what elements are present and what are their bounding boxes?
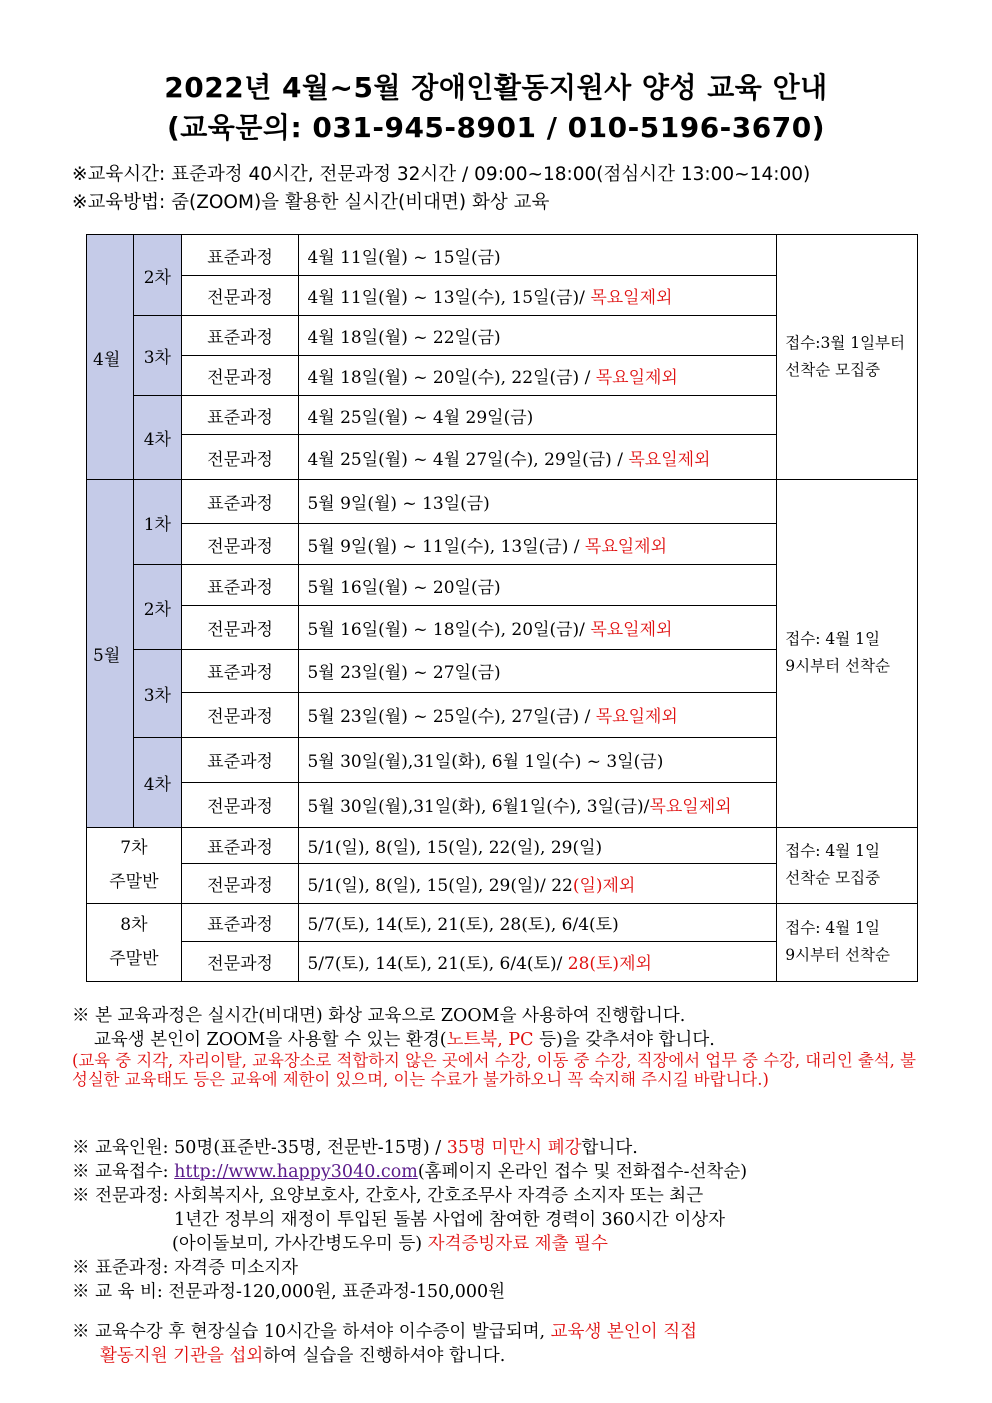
date-cell: 5월 16일(월) ~ 20일(금) bbox=[299, 565, 777, 606]
note-fee: ※ 교 육 비: 전문과정-120,000원, 표준과정-150,000원 bbox=[72, 1282, 506, 1302]
note-line: 9시부터 선착순 bbox=[785, 657, 890, 676]
date-cell: 5/1(일), 8(일), 15(일), 29(일)/ 22(일)제외 bbox=[299, 863, 777, 903]
homepage-link[interactable]: http://www.happy3040.com bbox=[174, 1162, 418, 1182]
course-label: 전문과정 bbox=[181, 692, 299, 737]
course-label: 전문과정 bbox=[181, 356, 299, 396]
date-cell: 5/7(토), 14(토), 21(토), 28(토), 6/4(토) bbox=[299, 903, 777, 941]
note-line: 선착순 모집중 bbox=[785, 361, 881, 380]
note-practicum: ※ 교육수강 후 현장실습 10시간을 하셔야 이수증이 발급되며, 교육생 본인이 직접 bbox=[72, 1322, 698, 1342]
round-cell: 3차 bbox=[133, 650, 181, 737]
table-row bbox=[87, 827, 918, 863]
note-environment: 교육생 본인이 ZOOM을 사용할 수 있는 환경(노트북, PC 등)을 갖추셔야 합니다. bbox=[94, 1030, 715, 1050]
table-row bbox=[87, 235, 918, 276]
course-label: 전문과정 bbox=[181, 435, 299, 480]
round-cell: 4차 bbox=[133, 396, 181, 480]
course-label: 표준과정 bbox=[181, 903, 299, 941]
note-line: 접수: 4월 1일 bbox=[785, 919, 880, 938]
note-line: 접수:3월 1일부터 bbox=[785, 334, 906, 353]
date-cell: 5월 9일(월) ~ 13일(금) bbox=[299, 480, 777, 524]
round-label: 7차 bbox=[120, 838, 148, 859]
table-row bbox=[87, 480, 918, 524]
note-registration: ※ 교육접수: http://www.happy3040.com(홈페이지 온라인 접수 및 전화접수-선착순) bbox=[72, 1162, 748, 1182]
course-label: 전문과정 bbox=[181, 782, 299, 827]
date-cell: 5월 23일(월) ~ 27일(금) bbox=[299, 650, 777, 692]
round-cell: 2차 bbox=[133, 565, 181, 650]
note-pro-course: ※ 전문과정: 사회복지사, 요양보호사, 간호사, 간호조무사 자격증 소지자 또는 최근 bbox=[72, 1186, 704, 1206]
registration-note bbox=[777, 827, 918, 903]
course-label: 전문과정 bbox=[181, 276, 299, 316]
weekend-round-cell bbox=[87, 827, 182, 903]
note-pro-course-cont: 1년간 정부의 재정이 투입된 돌봄 사업에 참여한 경력이 360시간 이상자 bbox=[174, 1210, 726, 1230]
registration-note bbox=[777, 480, 918, 827]
info-method: ※교육방법: 줌(ZOOM)을 활용한 실시간(비대면) 화상 교육 bbox=[72, 192, 550, 213]
date-cell: 5/7(토), 14(토), 21(토), 6/4(토)/ 28(토)제외 bbox=[299, 941, 777, 981]
note-line: 선착순 모집중 bbox=[785, 869, 881, 888]
course-label: 표준과정 bbox=[181, 316, 299, 356]
note-line: 접수: 4월 1일 bbox=[785, 842, 880, 861]
registration-note bbox=[777, 235, 918, 480]
date-cell: 5월 30일(월),31일(화), 6월1일(수), 3일(금)/목요일제외 bbox=[299, 782, 777, 827]
table-row bbox=[87, 903, 918, 941]
date-cell: 4월 18일(월) ~ 20일(수), 22일(금) / 목요일제외 bbox=[299, 356, 777, 396]
weekend-round-cell bbox=[87, 903, 182, 981]
schedule-table bbox=[86, 234, 918, 982]
info-time: ※교육시간: 표준과정 40시간, 전문과정 32시간 / 09:00~18:00(점심시간 13:00~14:00) bbox=[72, 164, 811, 185]
page-title: 2022년 4월~5월 장애인활동지원사 양성 교육 안내 bbox=[164, 71, 828, 104]
course-label: 전문과정 bbox=[181, 524, 299, 565]
note-pro-course-docs: (아이돌보미, 가사간병도우미 등) 자격증빙자료 제출 필수 bbox=[172, 1234, 608, 1254]
month-cell: 4월 bbox=[87, 235, 134, 480]
course-label: 표준과정 bbox=[181, 827, 299, 863]
date-cell: 5월 23일(월) ~ 25일(수), 27일(금) / 목요일제외 bbox=[299, 692, 777, 737]
month-cell: 5월 bbox=[87, 480, 134, 827]
course-label: 표준과정 bbox=[181, 565, 299, 606]
note-zoom: ※ 본 교육과정은 실시간(비대면) 화상 교육으로 ZOOM을 사용하여 진행합니다. bbox=[72, 1006, 686, 1026]
course-label: 표준과정 bbox=[181, 650, 299, 692]
note-line: 9시부터 선착순 bbox=[785, 946, 890, 965]
course-label: 표준과정 bbox=[181, 396, 299, 435]
note-practicum-cont: 활동지원 기관을 섭외하여 실습을 진행하셔야 합니다. bbox=[100, 1346, 506, 1366]
round-cell: 1차 bbox=[133, 480, 181, 565]
date-cell: 5월 9일(월) ~ 11일(수), 13일(금) / 목요일제외 bbox=[299, 524, 777, 565]
note-line: 접수: 4월 1일 bbox=[785, 630, 880, 649]
course-label: 전문과정 bbox=[181, 606, 299, 650]
registration-note bbox=[777, 903, 918, 981]
round-cell: 4차 bbox=[133, 737, 181, 827]
date-cell: 4월 25일(월) ~ 4월 27일(수), 29일(금) / 목요일제외 bbox=[299, 435, 777, 480]
date-cell: 5월 16일(월) ~ 18일(수), 20일(금)/ 목요일제외 bbox=[299, 606, 777, 650]
course-label: 표준과정 bbox=[181, 737, 299, 782]
course-label: 전문과정 bbox=[181, 863, 299, 903]
note-capacity: ※ 교육인원: 50명(표준반-35명, 전문반-15명) / 35명 미만시 폐강합니다. bbox=[72, 1138, 638, 1158]
course-label: 표준과정 bbox=[181, 480, 299, 524]
course-label: 전문과정 bbox=[181, 941, 299, 981]
date-cell: 4월 11일(월) ~ 15일(금) bbox=[299, 235, 777, 276]
date-cell: 5월 30일(월),31일(화), 6월 1일(수) ~ 3일(금) bbox=[299, 737, 777, 782]
date-cell: 4월 11일(월) ~ 13일(수), 15일(금)/ 목요일제외 bbox=[299, 276, 777, 316]
page-subtitle-contact: (교육문의: 031-945-8901 / 010-5196-3670) bbox=[166, 111, 826, 144]
weekend-label: 주말반 bbox=[109, 872, 159, 893]
note-std-course: ※ 표준과정: 자격증 미소지자 bbox=[72, 1258, 299, 1278]
date-cell: 5/1(일), 8(일), 15(일), 22(일), 29(일) bbox=[299, 827, 777, 863]
course-label: 표준과정 bbox=[181, 235, 299, 276]
round-label: 8차 bbox=[120, 915, 148, 936]
note-restrictions: (교육 중 지각, 자리이탈, 교육장소로 적합하지 않은 곳에서 수강, 이동 중 수강, 직장에서 업무 중 수강, 대리인 출석, 불성실한 교육태도 등은 교육에 제한이 있으며, 이는 수료가 불가하오니 꼭 숙지해 주시길 바랍니다.) bbox=[72, 1051, 916, 1089]
date-cell: 4월 25일(월) ~ 4월 29일(금) bbox=[299, 396, 777, 435]
round-cell: 3차 bbox=[133, 316, 181, 396]
date-cell: 4월 18일(월) ~ 22일(금) bbox=[299, 316, 777, 356]
round-cell: 2차 bbox=[133, 235, 181, 316]
weekend-label: 주말반 bbox=[109, 949, 159, 970]
